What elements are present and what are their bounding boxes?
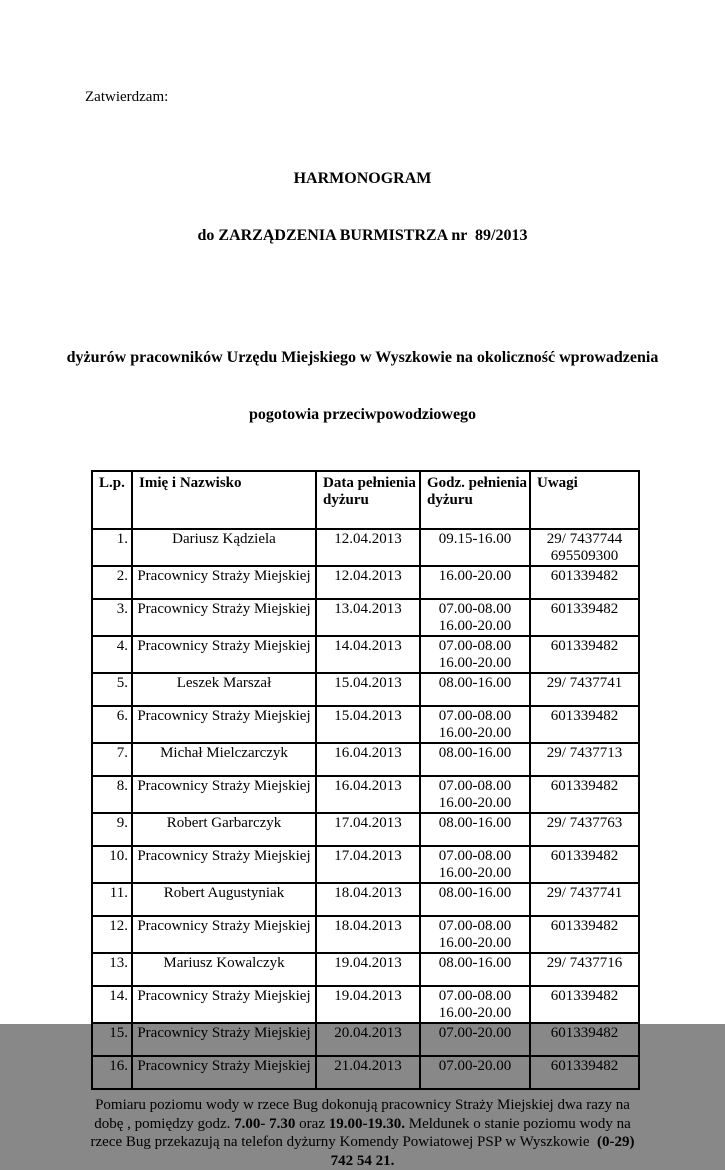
lp-cell: 5. <box>92 673 132 706</box>
date-cell: 15.04.2013 <box>316 673 420 706</box>
table-row <box>92 743 639 776</box>
lp-cell: 6. <box>92 706 132 743</box>
lp-cell: 4. <box>92 636 132 673</box>
table-row <box>92 706 639 743</box>
hours-cell: 07.00-20.00 <box>420 1056 530 1089</box>
hours-cell: 08.00-16.00 <box>420 743 530 776</box>
date-cell: 13.04.2013 <box>316 599 420 636</box>
date-cell: 16.04.2013 <box>316 776 420 813</box>
lp-cell: 3. <box>92 599 132 636</box>
notes-cell: 29/ 7437763 <box>530 813 639 846</box>
name-cell: Mariusz Kowalczyk <box>132 953 316 986</box>
notes-cell: 601339482 <box>530 566 639 599</box>
lp-cell: 13. <box>92 953 132 986</box>
name-cell: Leszek Marszał <box>132 673 316 706</box>
date-cell: 17.04.2013 <box>316 813 420 846</box>
document-title <box>0 131 725 283</box>
footer-text: dobę , pomiędzy godz. <box>94 1116 234 1132</box>
lp-cell: 9. <box>92 813 132 846</box>
approve-label: Zatwierdzam: <box>85 0 725 105</box>
notes-cell: 29/ 7437741 <box>530 673 639 706</box>
date-cell: 14.04.2013 <box>316 636 420 673</box>
notes-cell: 601339482 <box>530 1056 639 1089</box>
hours-cell: 07.00-08.00 16.00-20.00 <box>420 599 530 636</box>
hours-cell: 08.00-16.00 <box>420 673 530 706</box>
header-date: Data pełnienia dyżuru <box>316 471 420 529</box>
table-row <box>92 566 639 599</box>
lp-cell: 12. <box>92 916 132 953</box>
title-line-2: do ZARZĄDZENIA BURMISTRZA nr 89/2013 <box>0 226 725 245</box>
hours-cell: 09.15-16.00 <box>420 529 530 566</box>
hours-cell: 07.00-08.00 16.00-20.00 <box>420 636 530 673</box>
table-row <box>92 986 639 1023</box>
name-cell: Dariusz Kądziela <box>132 529 316 566</box>
name-cell: Pracownicy Straży Miejskiej <box>132 846 316 883</box>
date-cell: 21.04.2013 <box>316 1056 420 1089</box>
footer-line <box>85 1133 640 1152</box>
date-cell: 16.04.2013 <box>316 743 420 776</box>
date-cell: 17.04.2013 <box>316 846 420 883</box>
lp-cell: 16. <box>92 1056 132 1089</box>
schedule-table-header <box>92 471 639 529</box>
footer-text: Meldunek o stanie poziomu wody na <box>405 1116 631 1132</box>
lp-cell: 1. <box>92 529 132 566</box>
footer-line <box>85 1152 640 1170</box>
lp-cell: 15. <box>92 1023 132 1056</box>
notes-cell: 29/ 7437741 <box>530 883 639 916</box>
notes-cell: 601339482 <box>530 1023 639 1056</box>
schedule-table <box>91 470 640 1090</box>
date-cell: 20.04.2013 <box>316 1023 420 1056</box>
header-notes: Uwagi <box>530 471 639 529</box>
footer-text: rzece Bug przekazują na telefon dyżurny Komendy Powiatowej PSP w Wyszkowie <box>91 1134 597 1150</box>
footer-text: Pomiaru poziomu wody w rzece Bug dokonują pracownicy Straży Miejskiej dwa razy na <box>95 1097 630 1113</box>
hours-cell: 08.00-16.00 <box>420 883 530 916</box>
notes-cell: 601339482 <box>530 846 639 883</box>
name-cell: Pracownicy Straży Miejskiej <box>132 706 316 743</box>
notes-cell: 601339482 <box>530 636 639 673</box>
table-row <box>92 883 639 916</box>
title-line-1: HARMONOGRAM <box>0 169 725 188</box>
name-cell: Michał Mielczarczyk <box>132 743 316 776</box>
notes-cell: 601339482 <box>530 706 639 743</box>
hours-cell: 07.00-08.00 16.00-20.00 <box>420 706 530 743</box>
footer-bold-text: 742 54 21. <box>331 1153 395 1169</box>
hours-cell: 07.00-20.00 <box>420 1023 530 1056</box>
table-row <box>92 636 639 673</box>
hours-cell: 07.00-08.00 16.00-20.00 <box>420 846 530 883</box>
name-cell: Robert Augustyniak <box>132 883 316 916</box>
header-lp: L.p. <box>92 471 132 529</box>
hours-cell: 07.00-08.00 16.00-20.00 <box>420 776 530 813</box>
date-cell: 18.04.2013 <box>316 883 420 916</box>
table-row <box>92 673 639 706</box>
hours-cell: 08.00-16.00 <box>420 953 530 986</box>
document-subtitle <box>0 310 725 462</box>
hours-cell: 16.00-20.00 <box>420 566 530 599</box>
subtitle-line-2: pogotowia przeciwpowodziowego <box>0 405 725 424</box>
name-cell: Pracownicy Straży Miejskiej <box>132 776 316 813</box>
notes-cell: 601339482 <box>530 986 639 1023</box>
hours-cell: 07.00-08.00 16.00-20.00 <box>420 986 530 1023</box>
schedule-table-body <box>92 529 639 1089</box>
date-cell: 12.04.2013 <box>316 566 420 599</box>
name-cell: Pracownicy Straży Miejskiej <box>132 1023 316 1056</box>
date-cell: 19.04.2013 <box>316 953 420 986</box>
notes-cell: 601339482 <box>530 599 639 636</box>
date-cell: 19.04.2013 <box>316 986 420 1023</box>
notes-cell: 601339482 <box>530 776 639 813</box>
table-row <box>92 813 639 846</box>
footer-bold-text: (0-29) <box>597 1134 635 1150</box>
table-row <box>92 1023 639 1056</box>
header-row <box>92 471 639 529</box>
date-cell: 15.04.2013 <box>316 706 420 743</box>
notes-cell: 29/ 7437716 <box>530 953 639 986</box>
table-row <box>92 916 639 953</box>
name-cell: Pracownicy Straży Miejskiej <box>132 636 316 673</box>
name-cell: Pracownicy Straży Miejskiej <box>132 566 316 599</box>
lp-cell: 11. <box>92 883 132 916</box>
table-row <box>92 599 639 636</box>
lp-cell: 14. <box>92 986 132 1023</box>
subtitle-line-1: dyżurów pracowników Urzędu Miejskiego w Wyszkowie na okoliczność wprowadzenia <box>0 348 725 367</box>
hours-cell: 08.00-16.00 <box>420 813 530 846</box>
footer-bold-text: 7.00- 7.30 <box>234 1116 295 1132</box>
hours-cell: 07.00-08.00 16.00-20.00 <box>420 916 530 953</box>
footer-note <box>85 1096 640 1170</box>
table-row <box>92 1056 639 1089</box>
footer-line <box>85 1115 640 1134</box>
header-hours: Godz. pełnienia dyżuru <box>420 471 530 529</box>
table-row <box>92 846 639 883</box>
name-cell: Pracownicy Straży Miejskiej <box>132 916 316 953</box>
date-cell: 18.04.2013 <box>316 916 420 953</box>
footer-line <box>85 1096 640 1115</box>
table-row <box>92 529 639 566</box>
lp-cell: 8. <box>92 776 132 813</box>
table-row <box>92 776 639 813</box>
notes-cell: 29/ 7437744 695509300 <box>530 529 639 566</box>
header-name: Imię i Nazwisko <box>132 471 316 529</box>
name-cell: Pracownicy Straży Miejskiej <box>132 986 316 1023</box>
lp-cell: 10. <box>92 846 132 883</box>
footer-bold-text: 19.00-19.30. <box>329 1116 405 1132</box>
name-cell: Pracownicy Straży Miejskiej <box>132 1056 316 1089</box>
name-cell: Robert Garbarczyk <box>132 813 316 846</box>
notes-cell: 29/ 7437713 <box>530 743 639 776</box>
footer-text: oraz <box>295 1116 328 1132</box>
lp-cell: 2. <box>92 566 132 599</box>
notes-cell: 601339482 <box>530 916 639 953</box>
date-cell: 12.04.2013 <box>316 529 420 566</box>
table-row <box>92 953 639 986</box>
lp-cell: 7. <box>92 743 132 776</box>
name-cell: Pracownicy Straży Miejskiej <box>132 599 316 636</box>
